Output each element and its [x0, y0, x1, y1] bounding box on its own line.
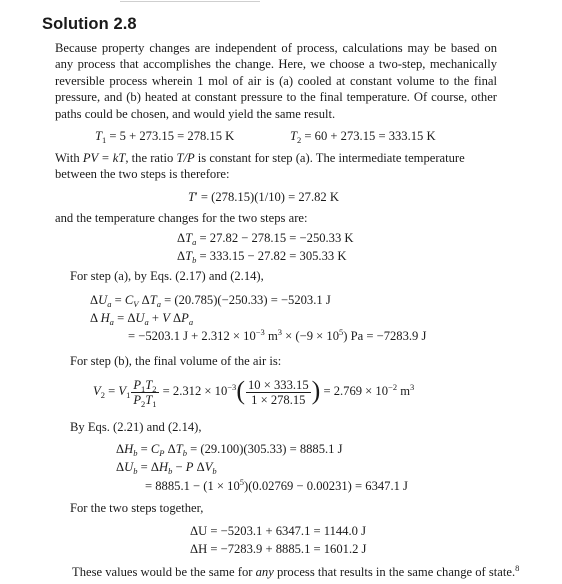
t1-rhs: = 5 + 273.15 = 278.15 K — [106, 129, 235, 143]
ratio-text-c: is constant for step (a). The intermediate temperature — [194, 151, 465, 165]
v2-equation: $V_2 = V_1$ $\frac{P_1T_2}{P_2T_1}$ = $2.312 \times 10^{-3}$( $\frac{10 \times 333.15}{1 \times 278.15}$ ) = $2.769 \times 10^{-2}$ $m^3$ — [93, 376, 415, 409]
v2-unit: m — [397, 384, 411, 398]
temp-changes-text: and the temperature changes for the two steps are: — [55, 211, 308, 225]
step-b-label: For step (b), the final volume of the air is: — [70, 354, 282, 368]
delta-ub-line2-end: )(0.02769 − 0.00231) = 6347.1 J — [244, 479, 408, 493]
eqs-221-label: By Eqs. (2.21) and (2.14), — [70, 420, 202, 434]
delta-ta-rhs: = 27.82 − 278.15 = −250.33 K — [196, 231, 354, 245]
final-any: any — [255, 565, 274, 579]
final-b: process that results in the same change of state. — [273, 565, 516, 579]
ratio-text-a: With — [55, 151, 83, 165]
delta-tb-equation: $\Delta T_b = 333.15 - 27.82 = 305.33$ K — [177, 249, 347, 265]
top-border-line — [120, 0, 260, 3]
t-prime-equation: T′ = (278.15)(1/10) = 27.82 K — [188, 190, 339, 204]
delta-ub-line2: = 8885.1 − (1 × 10 — [145, 479, 240, 493]
delta-ha-line2-mid: m — [264, 329, 278, 343]
intro-paragraph: Because property changes are independent of process, calculations may be based on any process that accomplishes the change. Here, we choose a two-step, mechanically reversible process wherein 1 mol of air is (a) cooled at constant volume to the final pressure, and (b) heated at constant pressure to the final temperature. Of course, other paths could be chosen, and would yield the same result. — [55, 41, 497, 121]
t2-equation: $T_2 = 60 + 273.15 = 333.15$ K — [290, 129, 436, 145]
ratio-sentence-2: between the two steps is therefore: — [55, 167, 230, 181]
t-over-p: T/P — [176, 151, 195, 165]
v2-mid: = 2.312 × 10 — [159, 384, 228, 398]
v2-frac-den: 1 × 278.15 — [251, 392, 306, 407]
t-prime-rhs: = (278.15)(1/10) = 27.82 K — [197, 190, 339, 204]
delta-ha-equation: Δ $H_a = \Delta U_a + V$ $\Delta P_a$ — [90, 311, 194, 327]
two-steps-label: For the two steps together, — [70, 501, 204, 515]
delta-ua-rhs: = (20.785)(−250.33) = −5203.1 J — [161, 293, 331, 307]
v2-numeric-fraction — [246, 378, 311, 407]
delta-hb-rhs: = (29.100)(305.33) = 8885.1 J — [187, 442, 343, 456]
ratio-text-b: , the ratio — [125, 151, 177, 165]
ratio-sentence — [55, 150, 465, 166]
pv-kt: PV = kT — [82, 151, 126, 165]
delta-ha-line2: = −5203.1 J + 2.312 × 10 — [128, 329, 256, 343]
delta-ta-equation: $\Delta T_a = 27.82 - 278.15 = -250.33$ K — [177, 231, 354, 247]
footnote-mark: 8 — [515, 563, 520, 573]
delta-u-total: ΔU = −5203.1 + 6347.1 = 1144.0 J — [190, 524, 366, 538]
t1-equation: $T_1 = 5 + 273.15 = 278.15$ K — [95, 129, 235, 145]
delta-tb-rhs: = 333.15 − 27.82 = 305.33 K — [196, 249, 347, 263]
v2-fraction: $\frac{P_1T_2}{P_2T_1}$ — [133, 377, 157, 409]
delta-ub-equation: $\Delta U_b = \Delta H_b - P$ $\Delta V_b$ — [116, 460, 217, 476]
delta-ua-equation: $\Delta U_a = C_V$ $\Delta T_a = (20.785)(-250.33) = -5203.1$ J — [90, 293, 331, 309]
delta-ha-line2-end: ) Pa = −7283.9 J — [343, 329, 427, 343]
delta-h-total: ΔH = −7283.9 + 8885.1 = 1601.2 J — [190, 542, 367, 556]
solution-heading: Solution 2.8 — [42, 15, 137, 33]
t2-rhs: = 60 + 273.15 = 333.15 K — [301, 129, 436, 143]
delta-ub-result: = $8885.1 - (1 \times 10^5)(0.02769 - 0.00231) = 6347.1$ J — [145, 477, 408, 493]
final-a: These values would be the same for — [72, 565, 256, 579]
delta-ha-result: = −5203.1 $J + 2.312 \times 10^{-3}$ $m^3 \times (-9 \times 10^5) Pa = -7283.9$ J — [128, 327, 427, 343]
step-a-label: For step (a), by Eqs. (2.17) and (2.14), — [70, 269, 264, 283]
v2-frac-num: 10 × 333.15 — [247, 377, 309, 392]
delta-hb-equation: $\Delta H_b = C_P$ $\Delta T_b = (29.100)(305.33) = 8885.1$ J — [116, 442, 343, 458]
v2-result: = 2.769 × 10 — [320, 384, 389, 398]
final-sentence — [72, 564, 519, 580]
delta-ha-line2-tail: × (−9 × 10 — [282, 329, 340, 343]
